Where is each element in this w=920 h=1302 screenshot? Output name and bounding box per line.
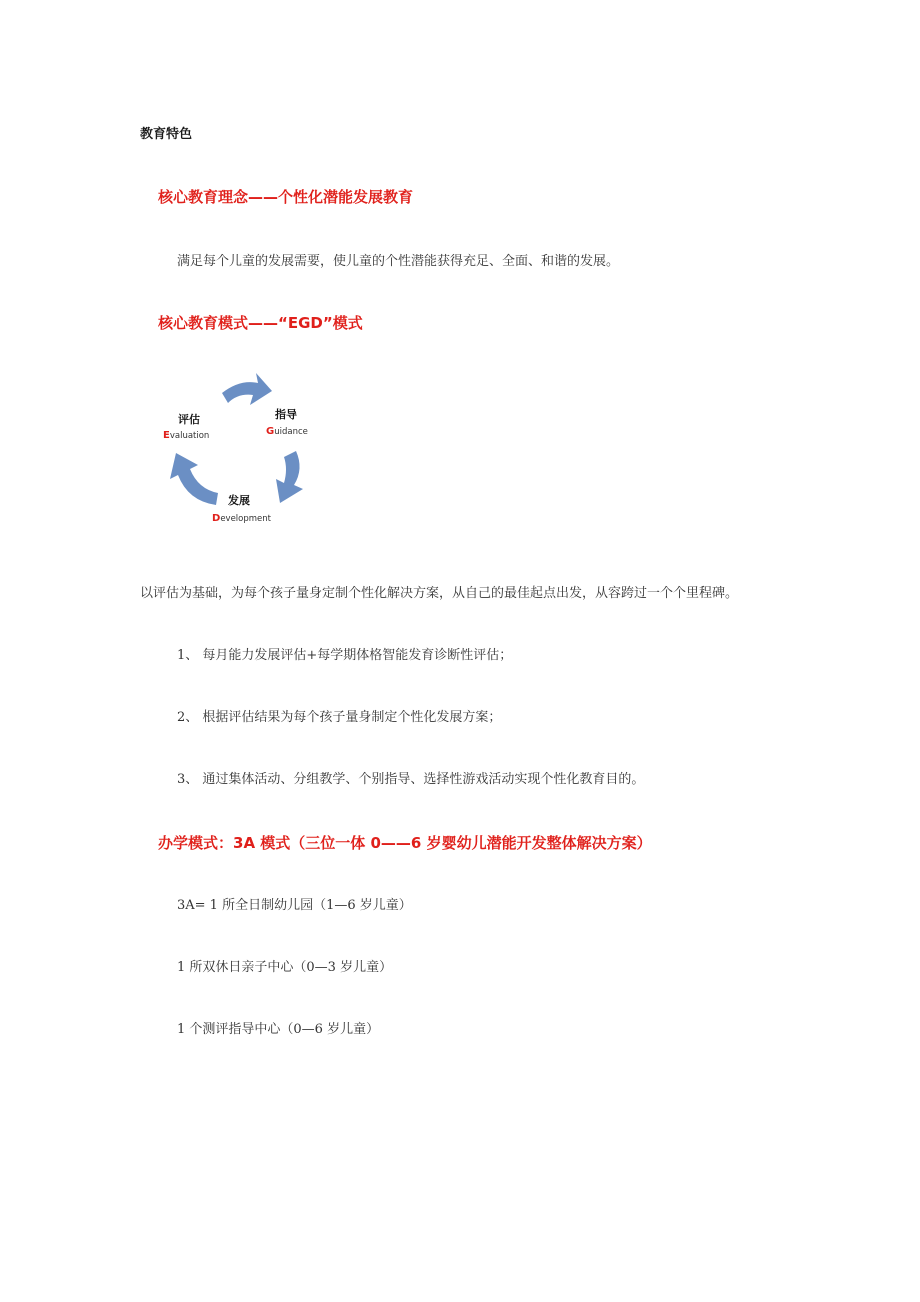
arrow-guidance-to-development-icon (276, 451, 303, 503)
philosophy-paragraph: 满足每个儿童的发展需要，使儿童的个性潜能获得充足、全面、和谐的发展。 (177, 254, 620, 269)
svg-text:Evaluation (163, 430, 209, 441)
guidance-en-label: uidance (274, 427, 308, 437)
development-en-label: evelopment (220, 514, 271, 524)
section-heading-school-model: 办学模式：3A 模式（三位一体 0——6 岁婴幼儿潜能开发整体解决方案） (158, 834, 652, 852)
svg-text:Development (212, 513, 272, 524)
model-list-item-2: 2、 根据评估结果为每个孩子量身制定个性化发展方案； (177, 710, 502, 725)
school-model-line-1: 3A= 1 所全日制幼儿园（1—6 岁儿童） (177, 898, 412, 913)
development-cn-label: 发展 (228, 494, 250, 507)
arrow-evaluation-to-guidance-icon (222, 373, 272, 405)
arrow-development-to-evaluation-icon (170, 453, 218, 505)
model-list-item-3: 3、 通过集体活动、分组教学、个别指导、选择性游戏活动实现个性化教育目的。 (177, 772, 645, 787)
svg-text:Guidance (266, 426, 308, 437)
model-summary-paragraph: 以评估为基础，为每个孩子量身定制个性化解决方案，从自己的最佳起点出发，从容跨过一个个里程碑。 (140, 586, 739, 601)
egd-cycle-diagram (158, 365, 328, 535)
development-initial: D (212, 513, 221, 524)
page-title: 教育特色 (140, 127, 193, 142)
model-list-item-1: 1、 每月能力发展评估+每学期体格智能发育诊断性评估； (177, 648, 513, 663)
school-model-line-2: 1 所双休日亲子中心（0—3 岁儿童） (177, 960, 393, 975)
school-model-line-3: 1 个测评指导中心（0—6 岁儿童） (177, 1022, 380, 1037)
evaluation-initial: E (163, 430, 170, 441)
guidance-cn-label: 指导 (275, 408, 297, 421)
section-heading-philosophy: 核心教育理念——个性化潜能发展教育 (158, 188, 414, 206)
evaluation-en-label: valuation (169, 431, 210, 441)
section-heading-model: 核心教育模式——“EGD”模式 (158, 314, 363, 332)
guidance-initial: G (266, 426, 275, 437)
evaluation-cn-label: 评估 (178, 413, 200, 426)
